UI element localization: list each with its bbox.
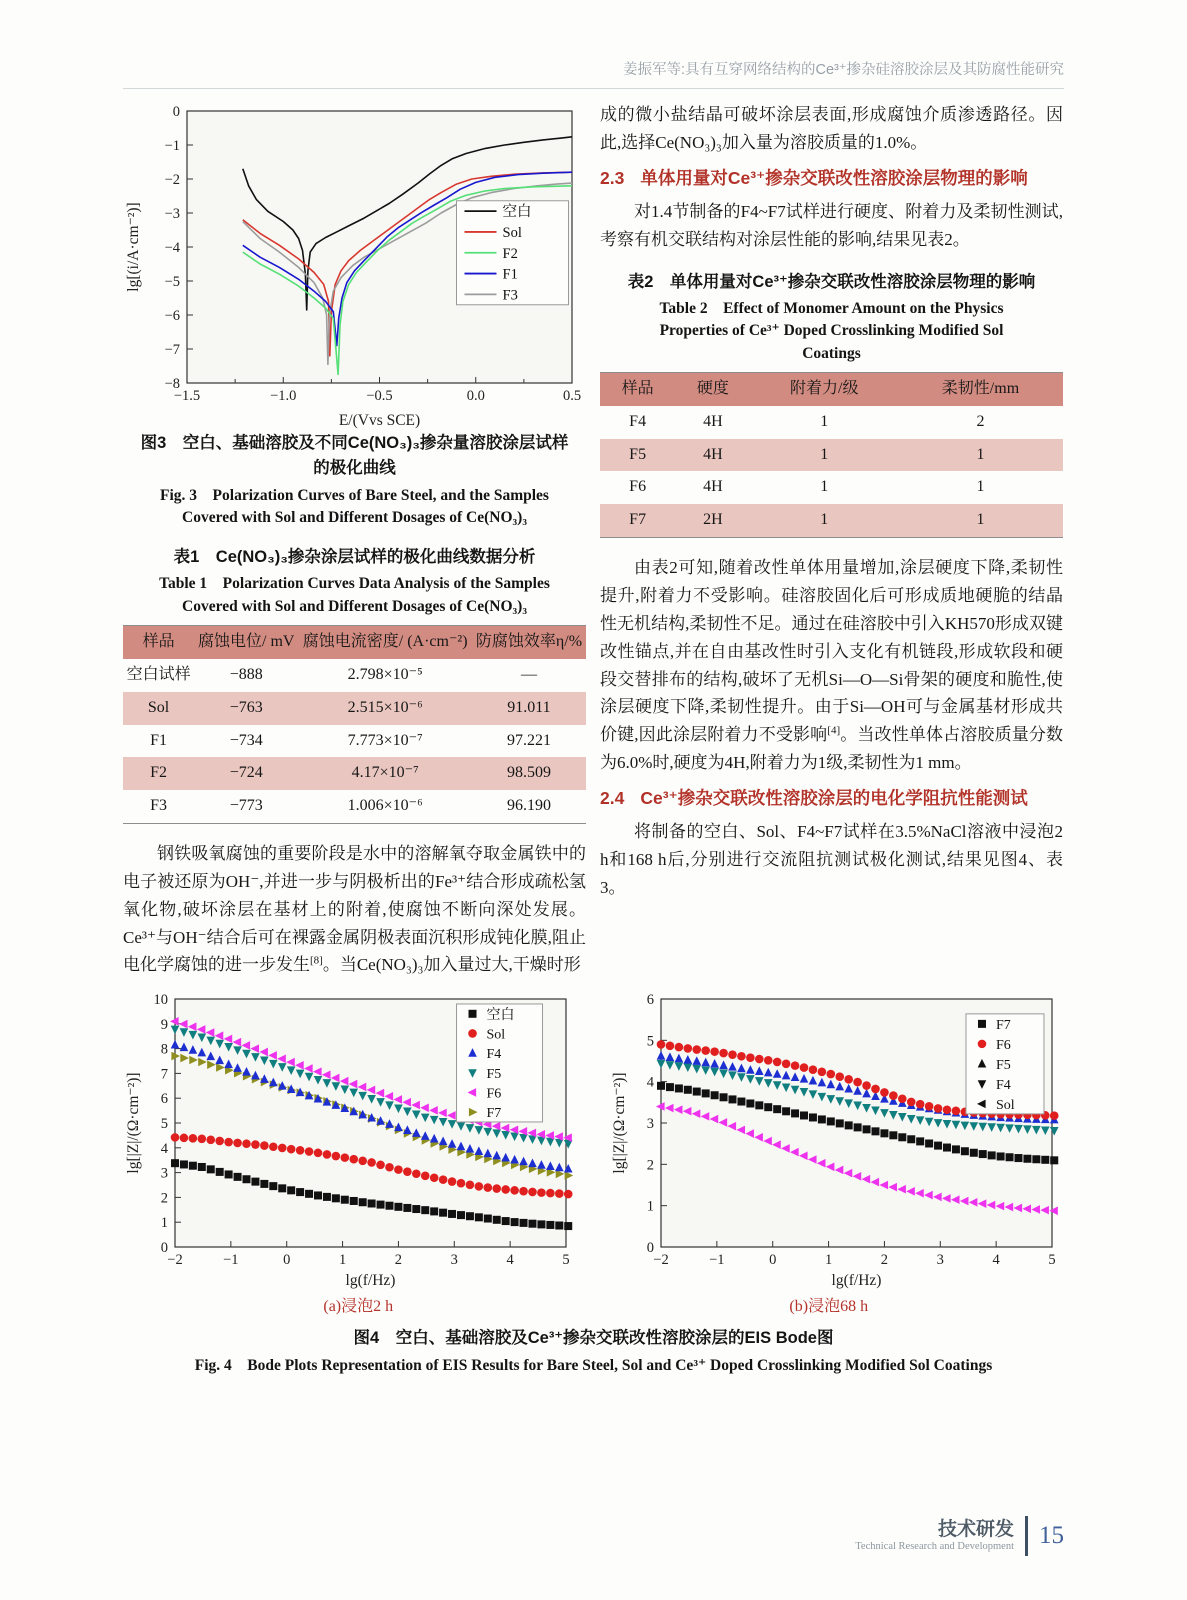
table-header-cell: 防腐蚀效率η/% [475,633,583,651]
table-cell: −888 [229,665,263,683]
svg-text:F6: F6 [995,1038,1011,1054]
section-2-3-number: 2.3 [600,167,625,188]
table-cell: −724 [229,764,263,782]
table2-caption-en-line3: Coatings [802,344,861,362]
svg-text:−8: −8 [164,376,180,392]
svg-text:E/(Vvs SCE): E/(Vvs SCE) [338,412,421,429]
footer-section-en: Technical Research and Development [855,1540,1014,1552]
table1-caption-zh: 表1 Ce(NO₃)₃掺杂涂层试样的极化曲线数据分析 [173,548,536,567]
table-cell: F1 [150,731,168,749]
table1-caption-en-line2: Covered with Sol and Different Dosages of Ce(NO₃)₃ [182,597,527,615]
svg-text:1: 1 [824,1252,833,1269]
table-cell: 空白试样 [126,665,191,683]
table-header-cell: 硬度 [696,380,729,398]
section-2-4-number: 2.4 [600,788,625,809]
svg-text:lg[|Z|/(Ω·cm⁻²)]: lg[|Z|/(Ω·cm⁻²)] [611,1072,628,1174]
figure4-subcaption-b: (b)浸泡68 h [789,1298,869,1316]
svg-text:0: 0 [160,1240,168,1257]
svg-text:−0.5: −0.5 [366,388,393,404]
table-cell: F6 [629,478,647,496]
svg-text:3: 3 [936,1252,944,1269]
figure3-caption-zh-line2: 的极化曲线 [313,458,396,477]
table-cell: F2 [150,764,168,782]
svg-text:0: 0 [769,1252,777,1269]
table-cell: 1 [820,478,829,496]
svg-text:−5: −5 [164,274,180,290]
table2-captions [600,270,1063,365]
svg-text:−1: −1 [223,1252,239,1269]
right-paragraph-4: 将制备的空白、Sol、F4~F7试样在3.5%NaCl溶液中浸泡2 h和168 h后,分别进行交流阻抗测试极化测试,结果见图4、表3。 [600,822,1063,898]
svg-text:F2: F2 [502,245,518,262]
table-cell: 4H [703,478,723,496]
section-2-4-heading [600,786,1063,811]
table-row [123,725,586,758]
svg-text:0.0: 0.0 [466,388,485,404]
section-2-4-title: Ce³⁺掺杂交联改性溶胶涂层的电化学阻抗性能测试 [640,788,1028,809]
svg-text:lg[(i/A·cm⁻²)]: lg[(i/A·cm⁻²)] [125,202,142,292]
svg-text:0: 0 [172,104,180,120]
table-cell: F3 [150,797,168,815]
table-header-cell: 腐蚀电位/ mV [198,633,295,651]
footer-divider [1025,1516,1028,1556]
figure3-caption-zh-line1: 图3 空白、基础溶胶及不同Ce(NO₃)₃掺杂量溶胶涂层试样 [140,434,569,452]
table-header-cell: 样品 [621,380,654,398]
figure4-subcaption-a: (a)浸泡2 h [323,1298,394,1316]
svg-text:0.5: 0.5 [562,388,582,404]
left-paragraph: 钢铁吸氧腐蚀的重要阶段是水中的溶解氧夺取金属铁中的电子被还原为OH⁻,并进一步与阴极析出的Fe³⁺结合形成疏松氢氧化物,破坏涂层在基材上的附着,使腐蚀不断向深处发展。Ce³⁺与OH⁻结合后可在裸露金属阴极表面沉积形成钝化膜,阻止电化学腐蚀的进一步发生[8]。当Ce(NO₃)₃加入量过大,干燥时形 [123,843,586,975]
svg-text:5: 5 [1048,1252,1056,1269]
svg-text:1: 1 [338,1252,347,1269]
svg-text:F4: F4 [486,1047,502,1063]
table-cell: 98.509 [506,764,551,782]
svg-text:10: 10 [153,992,168,1009]
table2-physics-properties [600,372,1063,538]
figure4 [123,991,1064,1375]
table-header-row [123,626,586,659]
svg-text:3: 3 [450,1252,458,1269]
table-cell: — [520,665,537,683]
running-header: 姜振军等:具有互穿网络结构的Ce³⁺掺杂硅溶胶涂层及其防腐性能研究 [123,58,1064,89]
table-header-cell: 样品 [142,633,175,651]
table-row [600,504,1063,537]
table-cell: 1 [820,445,829,463]
footer-section-zh: 技术研发 [937,1519,1014,1541]
svg-text:Sol: Sol [995,1098,1015,1114]
svg-text:2: 2 [646,1157,654,1174]
table1-caption-en-line1: Table 1 Polarization Curves Data Analysis of the Samples [159,575,550,593]
svg-text:5: 5 [646,1033,654,1050]
table-cell: 2H [703,511,723,529]
figure4-caption-zh: 图4 空白、基础溶胶及Ce³⁺掺杂交联改性溶胶涂层的EIS Bode图 [353,1329,834,1348]
page-number: 15 [1039,1522,1064,1549]
right-paragraph-2: 对1.4节制备的F4~F7试样进行硬度、附着力及柔韧性测试,考察有机交联结构对涂层性能的影响,结果见表2。 [600,202,1063,249]
svg-text:F3: F3 [502,287,518,304]
svg-text:lg[|Z|/(Ω·cm⁻²)]: lg[|Z|/(Ω·cm⁻²)] [125,1072,142,1174]
svg-text:6: 6 [160,1091,168,1108]
svg-text:−2: −2 [164,172,180,188]
svg-text:F5: F5 [995,1058,1011,1074]
bode-plot-b [609,991,1064,1291]
svg-text:F5: F5 [486,1067,502,1083]
svg-text:−7: −7 [164,342,180,358]
table-row [600,471,1063,504]
table-cell: 91.011 [507,698,551,716]
table-cell: 7.773×10⁻⁷ [347,731,423,749]
table-row [123,790,586,823]
table-cell: 4H [703,412,723,430]
polarization-curves-chart [123,101,586,431]
table-cell: 2 [976,412,985,430]
figure3-caption-en-line1: Fig. 3 Polarization Curves of Bare Steel, and the Samples [160,486,549,504]
svg-text:9: 9 [160,1017,168,1034]
svg-text:4: 4 [506,1252,514,1269]
svg-text:−1.5: −1.5 [173,388,201,404]
table1-polarization-data [123,625,586,824]
table-cell: −763 [229,698,263,716]
table-cell: −773 [229,797,263,815]
svg-text:−2: −2 [653,1252,669,1269]
table-cell: 1 [976,445,985,463]
svg-text:F7: F7 [995,1018,1011,1034]
svg-text:1: 1 [160,1215,168,1232]
table-cell: 1 [976,511,985,529]
table-cell: 4H [703,445,723,463]
section-2-3-title: 单体用量对Ce³⁺掺杂交联改性溶胶涂层物理的影响 [640,167,1028,188]
page-footer [855,1516,1064,1556]
table-cell: F4 [629,412,647,430]
table2-caption-en-line1: Table 2 Effect of Monomer Amount on the Physics [659,299,1004,317]
table-row [123,692,586,725]
table-row [600,406,1063,439]
table-header-cell: 柔韧性/mm [941,380,1020,398]
table-cell: 2.798×10⁻⁵ [347,665,423,683]
svg-text:7: 7 [160,1066,168,1083]
table-cell: 1 [820,412,829,430]
table-cell: 1 [976,478,985,496]
figure3-caption-en-line2: Covered with Sol and Different Dosages of Ce(NO₃)₃ [182,508,527,526]
figure3 [123,101,586,529]
svg-text:4: 4 [992,1252,1000,1269]
svg-text:1: 1 [646,1198,654,1215]
table2-caption-zh: 表2 单体用量对Ce³⁺掺杂交联改性溶胶涂层物理的影响 [627,272,1036,291]
svg-text:2: 2 [394,1252,403,1269]
svg-text:F1: F1 [502,266,518,283]
section-2-3-heading [600,166,1063,191]
table-cell: 96.190 [506,797,551,815]
svg-text:2: 2 [880,1252,889,1269]
svg-text:−1: −1 [709,1252,725,1269]
svg-text:−3: −3 [164,206,180,222]
svg-text:F4: F4 [995,1078,1011,1094]
svg-text:lg(f/Hz): lg(f/Hz) [345,1272,396,1290]
svg-text:Sol: Sol [502,224,522,241]
table-cell: 4.17×10⁻⁷ [351,764,419,782]
table-cell: 1 [820,511,829,529]
table2-caption-en-line2: Properties of Ce³⁺ Doped Crosslinking Modified Sol [659,322,1004,340]
svg-text:F6: F6 [486,1086,502,1102]
svg-text:F7: F7 [486,1106,502,1122]
table-header-cell: 附着力/级 [790,380,859,398]
table-row [123,659,586,692]
svg-text:4: 4 [646,1074,654,1091]
svg-text:4: 4 [160,1141,168,1158]
svg-text:−1: −1 [164,138,180,154]
svg-text:0: 0 [283,1252,291,1269]
table-cell: −734 [229,731,263,749]
table-cell: 1.006×10⁻⁶ [347,797,423,815]
figure4-plots [123,991,1064,1291]
footer-section [855,1520,1014,1552]
right-paragraph-1: 成的微小盐结晶可破坏涂层表面,形成腐蚀介质渗透路径。因此,选择Ce(NO₃)₃加入量为溶胶质量的1.0%。 [600,105,1063,152]
svg-text:空白: 空白 [486,1008,515,1024]
table-row [123,757,586,790]
svg-text:空白: 空白 [502,204,532,221]
table1-captions [123,545,586,618]
bode-plot-a [123,991,578,1291]
table-cell: 2.515×10⁻⁶ [347,698,423,716]
two-column-layout [123,101,1064,979]
svg-text:3: 3 [646,1116,654,1133]
figure4-caption-en: Fig. 4 Bode Plots Representation of EIS Results for Bare Steel, Sol and Ce³⁺ Doped Crosslinking Modified Sol Coatings [194,1357,993,1375]
table-header-cell: 腐蚀电流密度/ (A·cm⁻²) [302,633,468,651]
table-header-row [600,373,1063,406]
right-paragraph-3: 由表2可知,随着改性单体用量增加,涂层硬度下降,柔韧性提升,附着力不受影响。硅溶胶固化后可形成质地硬脆的结晶性无机结构,柔韧性不足。通过在硅溶胶中引入KH570形成双键改性锚点,并在自由基改性时引入支化有机链段,形成软段和硬段交替排布的结构,破坏了无机Si—O—Si骨架的硬度和脆性,使涂层硬度下降,柔韧性提升。由于Si—OH可与金属基材形成共价键,因此涂层附着力不受影响[4]。当改性单体占溶胶质量分数为6.0%时,硬度为4H,附着力为1级,柔韧性为1 mm。 [600,558,1064,773]
table-row [600,439,1063,472]
svg-text:−4: −4 [164,240,180,256]
figure4-subcaptions [123,1293,1064,1316]
table-cell: Sol [147,698,170,716]
svg-text:0: 0 [646,1240,654,1257]
right-column [600,101,1063,979]
svg-text:6: 6 [646,992,654,1009]
svg-text:Sol: Sol [486,1027,506,1043]
table-cell: 97.221 [506,731,551,749]
svg-text:3: 3 [160,1165,168,1182]
svg-text:−6: −6 [164,308,180,324]
svg-text:−1.0: −1.0 [270,388,297,404]
svg-text:5: 5 [562,1252,570,1269]
svg-text:lg(f/Hz): lg(f/Hz) [831,1272,882,1290]
table-cell: F5 [629,445,647,463]
svg-text:−2: −2 [167,1252,183,1269]
svg-text:2: 2 [160,1190,168,1207]
table-cell: F7 [629,511,647,529]
svg-text:5: 5 [160,1116,168,1133]
svg-text:8: 8 [160,1041,168,1058]
left-column [123,101,586,979]
